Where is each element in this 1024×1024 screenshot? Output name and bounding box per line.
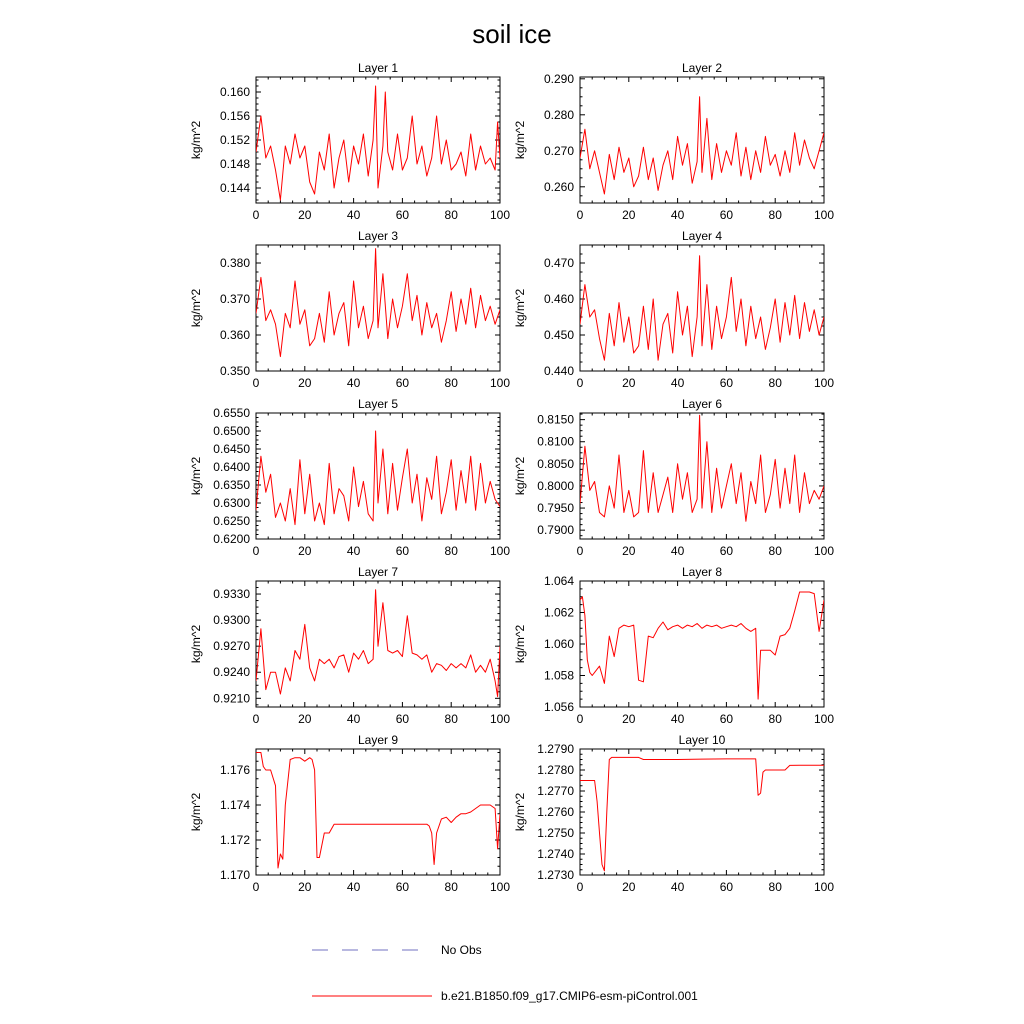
layer-6-ytick-label: 0.8150: [537, 412, 574, 427]
layer-9-frame: [256, 749, 500, 875]
legend-model-label: b.e21.B1850.f09_g17.CMIP6-esm-piControl.001: [441, 989, 698, 1003]
layer-4-ytick-label: 0.460: [543, 292, 574, 306]
layer-9-ytick-label: 1.170: [219, 868, 250, 882]
layer-2-xtick-label: 40: [670, 208, 685, 222]
layer-1-xtick-label: 20: [298, 208, 312, 222]
layer-8-series-line: [580, 592, 824, 699]
layer-10-ytick-label: 1.2760: [537, 805, 574, 819]
layer-8-ytick-label: 1.060: [543, 637, 574, 651]
layer-6-xtick-label: 20: [622, 544, 636, 558]
layer-2-panel: [513, 61, 834, 222]
layer-2-xtick-label: 80: [768, 208, 782, 222]
layer-10-ytick-label: 1.2730: [537, 868, 574, 882]
layer-4-frame: [580, 245, 824, 371]
layer-4-ylabel: kg/m^2: [513, 288, 527, 328]
layer-2-ytick-label: 0.290: [543, 71, 574, 86]
layer-5-ytick-label: 0.6350: [213, 478, 250, 492]
layer-5-xtick-label: 0: [252, 544, 260, 558]
layer-1-series-line: [256, 86, 500, 200]
layer-9-ytick-label: 1.172: [219, 833, 250, 847]
layer-1-panel: [189, 61, 510, 222]
layer-3-ytick-label: 0.350: [219, 364, 250, 378]
layer-3-xtick-label: 60: [395, 376, 410, 390]
layer-10-xtick-label: 100: [813, 880, 835, 894]
layer-9-series-line: [256, 753, 500, 869]
figure-title: soil ice: [472, 19, 552, 49]
layer-8-xtick-label: 60: [719, 712, 734, 726]
layer-10-series-line: [580, 757, 824, 870]
layer-4-series-line: [580, 256, 824, 360]
layer-10-title: Layer 10: [678, 733, 726, 747]
layer-10-xtick-label: 0: [576, 880, 584, 894]
layer-10-xtick-label: 40: [670, 880, 685, 894]
layer-2-xtick-label: 0: [576, 208, 584, 222]
layer-7-title: Layer 7: [357, 565, 399, 579]
layer-5-series-line: [256, 431, 500, 525]
layer-6-ytick-label: 0.7950: [537, 501, 574, 516]
layer-7-ytick-label: 0.9240: [213, 665, 250, 680]
layer-10-ytick-label: 1.2770: [537, 784, 574, 798]
layer-10-panel: [513, 733, 834, 894]
layer-7-xtick-label: 100: [489, 712, 511, 726]
layer-2-title: Layer 2: [681, 61, 723, 75]
layer-5-ytick-label: 0.6550: [213, 406, 250, 420]
layer-6-xtick-label: 40: [670, 544, 685, 558]
layer-7-series-line: [256, 590, 500, 697]
layer-6-xtick-label: 80: [768, 544, 782, 558]
layer-5-frame: [256, 413, 500, 539]
layer-1-xtick-label: 0: [252, 208, 260, 222]
layer-1-xtick-label: 100: [489, 208, 511, 222]
layer-4-xtick-label: 40: [670, 376, 685, 390]
layer-10-xtick-label: 80: [768, 880, 782, 894]
layer-8-ytick-label: 1.056: [543, 700, 574, 714]
layer-3-xtick-label: 80: [444, 376, 458, 390]
layer-10-ytick-label: 1.2780: [537, 763, 574, 777]
layer-4-ytick-label: 0.450: [543, 328, 574, 342]
layer-9-xtick-label: 100: [489, 880, 511, 894]
layer-7-ytick-label: 0.9210: [213, 691, 250, 706]
layer-8-title: Layer 8: [681, 565, 723, 579]
layer-7-panel: [189, 565, 510, 726]
layer-5-ytick-label: 0.6450: [213, 442, 250, 456]
layer-2-ylabel: kg/m^2: [513, 120, 527, 160]
layer-7-ytick-label: 0.9300: [213, 613, 250, 628]
layer-4-panel: [513, 229, 834, 390]
layer-9-xtick-label: 40: [346, 880, 361, 894]
layer-1-ytick-label: 0.152: [219, 133, 250, 147]
layer-4-ytick-label: 0.470: [543, 256, 574, 270]
layer-1-ytick-label: 0.160: [219, 85, 250, 99]
layer-9-panel: [189, 733, 510, 894]
layer-7-xtick-label: 0: [252, 712, 260, 726]
layer-10-ytick-label: 1.2790: [537, 742, 574, 756]
layer-6-xtick-label: 60: [719, 544, 734, 558]
layer-1-xtick-label: 80: [444, 208, 458, 222]
layer-10-ytick-label: 1.2740: [537, 847, 574, 861]
layer-3-panel: [189, 229, 510, 390]
layer-1-xtick-label: 60: [395, 208, 410, 222]
layer-10-ylabel: kg/m^2: [513, 792, 527, 832]
layer-9-ylabel: kg/m^2: [189, 792, 203, 832]
layer-8-xtick-label: 100: [813, 712, 835, 726]
layer-6-ylabel: kg/m^2: [513, 456, 527, 496]
layer-3-ylabel: kg/m^2: [189, 288, 203, 328]
layer-2-xtick-label: 20: [622, 208, 636, 222]
layer-8-xtick-label: 0: [576, 712, 584, 726]
layer-6-ytick-label: 0.8100: [537, 434, 574, 449]
layer-4-ytick-label: 0.440: [543, 364, 574, 378]
layer-6-panel: [513, 397, 834, 558]
layer-3-xtick-label: 40: [346, 376, 361, 390]
layer-6-xtick-label: 0: [576, 544, 584, 558]
layer-2-series-line: [580, 97, 824, 194]
layer-4-xtick-label: 80: [768, 376, 782, 390]
layer-10-xtick-label: 60: [719, 880, 734, 894]
layer-8-panel: [513, 565, 834, 726]
layer-6-title: Layer 6: [681, 397, 723, 411]
layer-5-ytick-label: 0.6400: [213, 460, 250, 474]
layer-6-ytick-label: 0.8050: [537, 456, 574, 471]
layer-1-ytick-label: 0.144: [219, 181, 250, 195]
layer-7-ylabel: kg/m^2: [189, 624, 203, 664]
layer-3-ytick-label: 0.370: [219, 292, 250, 306]
layer-7-xtick-label: 80: [444, 712, 458, 726]
layer-3-xtick-label: 20: [298, 376, 312, 390]
layer-3-xtick-label: 0: [252, 376, 260, 390]
layer-9-xtick-label: 20: [298, 880, 312, 894]
layer-3-series-line: [256, 249, 500, 357]
layer-5-xtick-label: 60: [395, 544, 410, 558]
layer-7-ytick-label: 0.9270: [213, 639, 250, 654]
layer-3-xtick-label: 100: [489, 376, 511, 390]
layer-4-title: Layer 4: [681, 229, 723, 243]
layer-4-xtick-label: 0: [576, 376, 584, 390]
layer-9-ytick-label: 1.176: [219, 763, 250, 777]
layer-5-panel: [189, 397, 510, 558]
layer-6-ytick-label: 0.8000: [537, 478, 574, 493]
layer-8-xtick-label: 40: [670, 712, 685, 726]
layer-5-xtick-label: 40: [346, 544, 361, 558]
layer-1-ytick-label: 0.156: [219, 109, 250, 123]
layer-2-ytick-label: 0.260: [543, 179, 574, 194]
layer-1-ylabel: kg/m^2: [189, 120, 203, 160]
layer-5-ytick-label: 0.6250: [213, 514, 250, 528]
layer-7-xtick-label: 40: [346, 712, 361, 726]
layer-7-xtick-label: 60: [395, 712, 410, 726]
layer-2-xtick-label: 100: [813, 208, 835, 222]
panels: [189, 61, 834, 894]
layer-2-frame: [580, 77, 824, 203]
layer-2-ytick-label: 0.280: [543, 107, 574, 122]
layer-10-xtick-label: 20: [622, 880, 636, 894]
layer-6-ytick-label: 0.7900: [537, 523, 574, 538]
layer-4-xtick-label: 60: [719, 376, 734, 390]
layer-6-series-line: [580, 415, 824, 521]
layer-1-ytick-label: 0.148: [219, 157, 250, 171]
layer-2-ytick-label: 0.270: [543, 143, 574, 158]
layer-5-ytick-label: 0.6300: [213, 496, 250, 510]
legend-no-obs-label: No Obs: [441, 943, 482, 957]
layer-5-xtick-label: 100: [489, 544, 511, 558]
layer-1-title: Layer 1: [357, 61, 399, 75]
layer-5-xtick-label: 20: [298, 544, 312, 558]
layer-8-ylabel: kg/m^2: [513, 624, 527, 664]
layer-4-xtick-label: 20: [622, 376, 636, 390]
layer-3-title: Layer 3: [357, 229, 399, 243]
layer-8-ytick-label: 1.062: [543, 605, 574, 620]
layer-7-xtick-label: 20: [298, 712, 312, 726]
layer-9-xtick-label: 60: [395, 880, 410, 894]
layer-6-xtick-label: 100: [813, 544, 835, 558]
layer-5-ytick-label: 0.6500: [213, 424, 250, 438]
layer-4-xtick-label: 100: [813, 376, 835, 390]
layer-8-xtick-label: 20: [622, 712, 636, 726]
layer-1-xtick-label: 40: [346, 208, 361, 222]
layer-7-ytick-label: 0.9330: [213, 587, 250, 602]
layer-8-ytick-label: 1.058: [543, 668, 574, 683]
layer-9-ytick-label: 1.174: [219, 798, 250, 812]
layer-9-xtick-label: 80: [444, 880, 458, 894]
layer-8-xtick-label: 80: [768, 712, 782, 726]
layer-9-title: Layer 9: [357, 733, 399, 747]
layer-10-ytick-label: 1.2750: [537, 826, 574, 840]
layer-5-xtick-label: 80: [444, 544, 458, 558]
layer-5-ylabel: kg/m^2: [189, 456, 203, 496]
legend: [312, 943, 698, 1003]
layer-5-title: Layer 5: [357, 397, 399, 411]
layer-8-ytick-label: 1.064: [543, 574, 574, 588]
layer-3-ytick-label: 0.380: [219, 256, 250, 270]
layer-3-ytick-label: 0.360: [219, 328, 250, 342]
layer-9-xtick-label: 0: [252, 880, 260, 894]
layer-2-xtick-label: 60: [719, 208, 734, 222]
layer-5-ytick-label: 0.6200: [213, 532, 250, 546]
